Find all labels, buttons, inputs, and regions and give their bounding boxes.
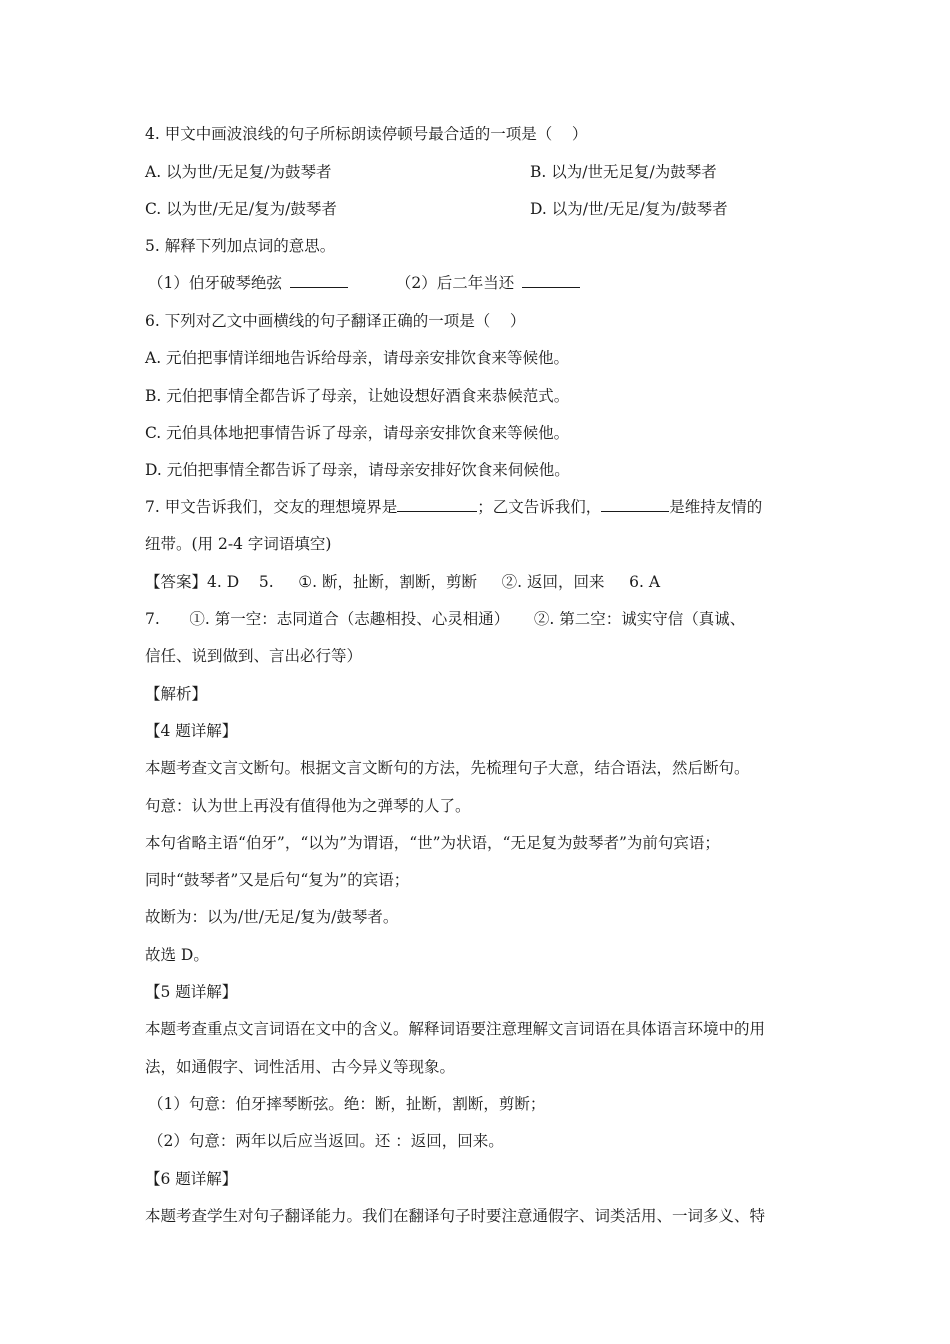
q5-detail-line: （2）句意：两年以后应当返回。还 ：返回，回来。 — [148, 1132, 504, 1150]
q4-detail-line: 句意：认为世上再没有值得他为之弹琴的人了。 — [145, 797, 471, 815]
q5-item-2: （2）后二年当还 — [395, 274, 515, 292]
q6-option-a: A. 元伯把事情详细地告诉给母亲，请母亲安排饮食来等候他。 — [145, 349, 570, 367]
q7-text-1: 7. 甲文告诉我们，交友的理想境界是 — [145, 498, 398, 516]
q6-option-c: C. 元伯具体地把事情告诉了母亲，请母亲安排饮食来等候他。 — [145, 424, 570, 442]
answer-line-2: 7. ①. 第一空：志同道合（志趣相投、心灵相通） ②. 第二空：诚实守信（真诚、 — [145, 610, 746, 628]
q7-text-2: ；乙文告诉我们， — [477, 498, 602, 516]
q4-stem: 4. 甲文中画波浪线的句子所标朗读停顿号最合适的一项是（ ） — [145, 125, 588, 143]
answer-line-3: 信任、说到做到、言出必行等） — [145, 647, 363, 665]
q7-text-3: 是维持友情的 — [669, 498, 763, 516]
q4-option-b: B. 以为/世无足复/为鼓琴者 — [530, 163, 717, 181]
q5-blank-2 — [522, 273, 580, 288]
q5-detail-heading: 【5 题详解】 — [145, 983, 238, 1001]
analysis-heading: 【解析】 — [145, 685, 208, 703]
q7-blank-2 — [601, 497, 669, 512]
q6-detail-heading: 【6 题详解】 — [145, 1170, 238, 1188]
q5-items — [148, 272, 580, 294]
q4-detail-line: 本题考查文言文断句。根据文言文断句的方法，先梳理句子大意，结合语法，然后断句。 — [145, 759, 750, 777]
q4-detail-line: 同时“鼓琴者”又是后句“复为”的宾语； — [145, 871, 410, 889]
q4-option-a: A. 以为世/无足复/为鼓琴者 — [145, 163, 332, 181]
q5-detail-line: 本题考查重点文言词语在文中的含义。解释词语要注意理解文言词语在具体语言环境中的用 — [145, 1020, 766, 1038]
q5-detail-line: （1）句意：伯牙摔琴断弦。绝：断，扯断，割断，剪断； — [148, 1095, 546, 1113]
q6-detail-line: 本题考查学生对句子翻译能力。我们在翻译句子时要注意通假字、词类活用、一词多义、特 — [145, 1207, 766, 1225]
q4-detail-line: 故断为：以为/世/无足/复为/鼓琴者。 — [145, 908, 399, 926]
q7-line-2: 纽带。(用 2-4 字词语填空) — [145, 535, 332, 553]
q4-detail-line: 本句省略主语“伯牙”，“以为”为谓语，“世”为状语，“无足复为鼓琴者”为前句宾语； — [145, 834, 720, 852]
q4-option-c: C. 以为世/无足/复为/鼓琴者 — [145, 200, 337, 218]
q6-stem: 6. 下列对乙文中画横线的句子翻译正确的一项是（ ） — [145, 312, 526, 330]
q7-blank-1 — [397, 497, 477, 512]
q6-option-d: D. 元伯把事情全都告诉了母亲，请母亲安排好饮食来伺候他。 — [145, 461, 570, 479]
q6-option-b: B. 元伯把事情全都告诉了母亲，让她设想好酒食来恭候范式。 — [145, 387, 570, 405]
q4-detail-line: 故选 D。 — [145, 946, 209, 964]
answer-line-1: 【答案】4. D 5. ①. 断，扯断，割断，剪断 ②. 返回，回来 6. A — [145, 573, 661, 591]
q4-detail-heading: 【4 题详解】 — [145, 722, 238, 740]
q5-detail-line: 法，如通假字、词性活用、古今异义等现象。 — [145, 1058, 456, 1076]
q4-option-d: D. 以为/世/无足/复为/鼓琴者 — [530, 200, 728, 218]
q5-blank-1 — [290, 273, 348, 288]
q5-item-1: （1）伯牙破琴绝弦 — [148, 274, 282, 292]
q5-stem: 5. 解释下列加点词的意思。 — [145, 237, 336, 255]
q7-line-1 — [145, 496, 762, 518]
